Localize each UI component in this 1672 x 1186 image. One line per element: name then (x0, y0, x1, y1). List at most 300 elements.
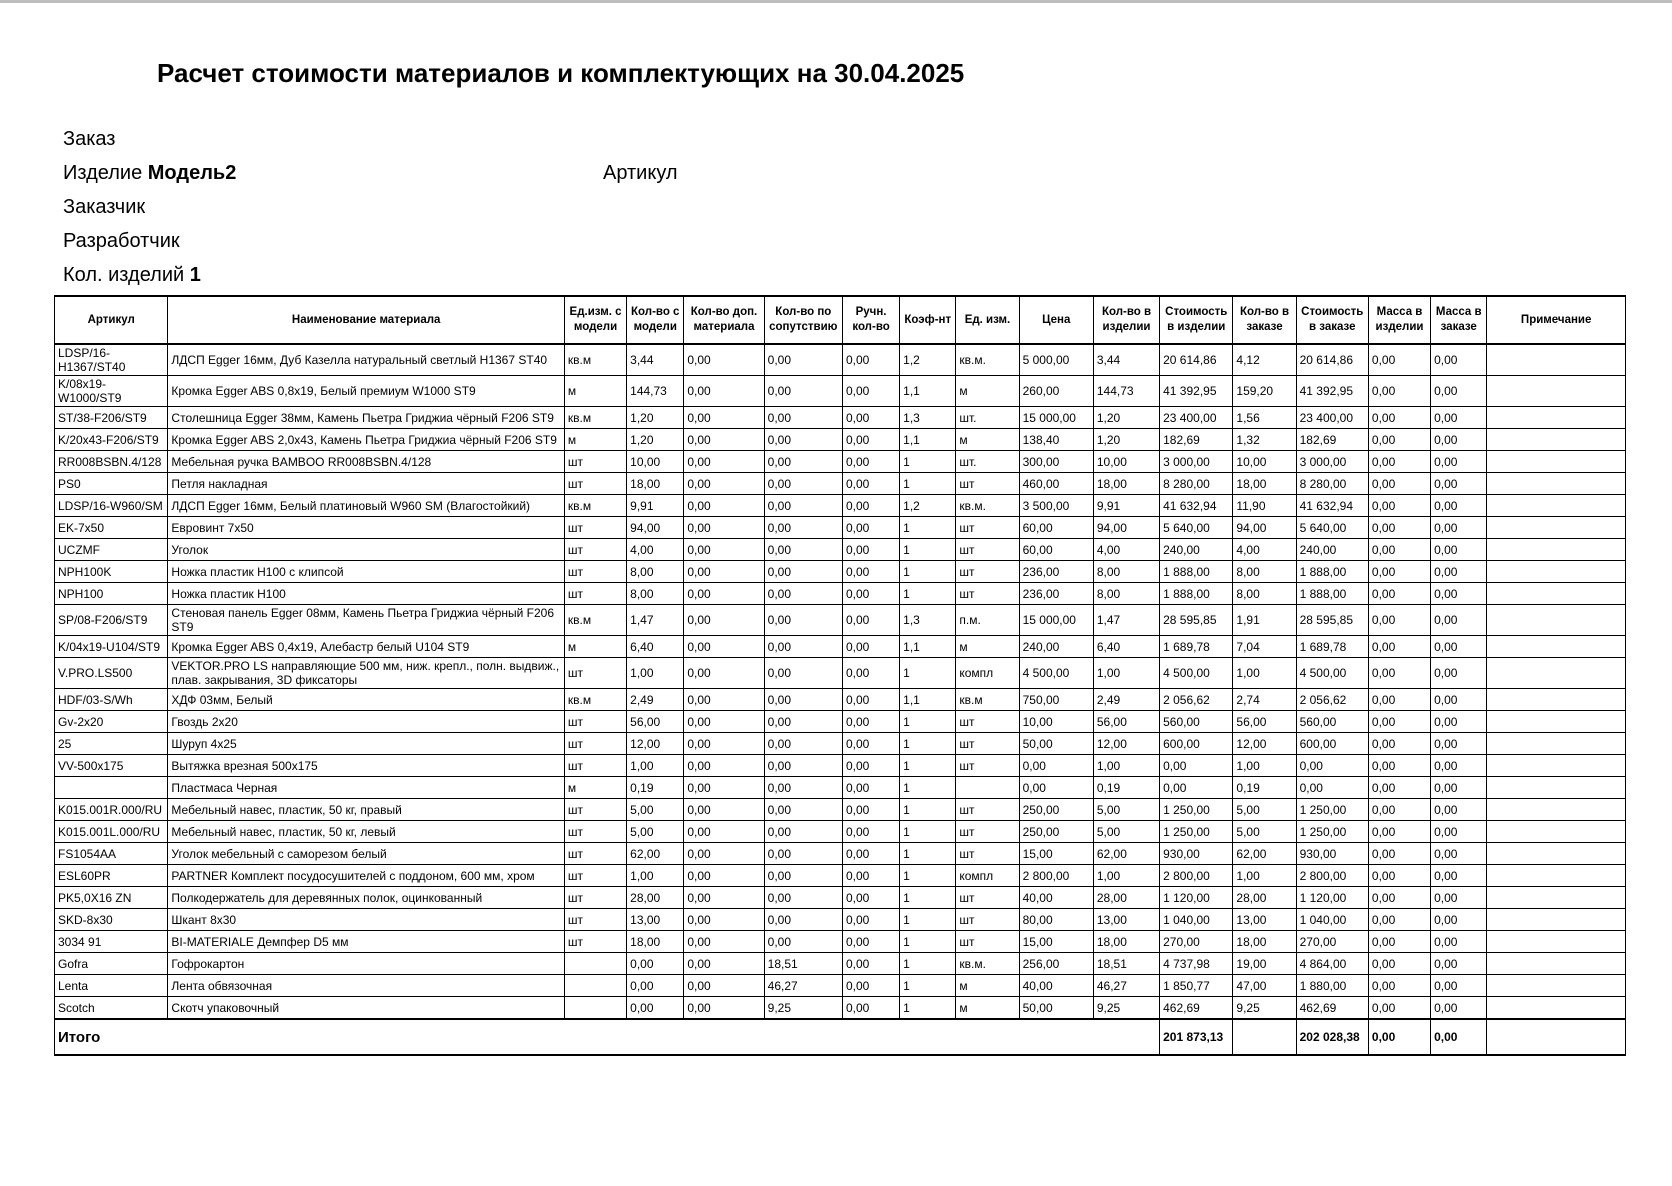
table-row (55, 711, 1626, 733)
col-name-cell: Кромка Egger ABS 0,4х19, Алебастр белый U104 ST9 (168, 636, 565, 658)
col-name-cell: PARTNER Комплект посудосушителей с поддоном, 600 мм, хром (168, 865, 565, 887)
col-article-cell: NPH100K (55, 561, 168, 583)
col-name-cell: Шкант 8х30 (168, 909, 565, 931)
col-qty-model-cell: 12,00 (627, 733, 684, 755)
col-coef-cell: 1,1 (900, 429, 956, 451)
col-qty-order-cell: 56,00 (1233, 711, 1296, 733)
col-article-cell: K015.001L.000/RU (55, 821, 168, 843)
col-mass-item-cell: 0,00 (1368, 711, 1430, 733)
total-mass-item: 0,00 (1368, 1019, 1430, 1055)
col-name-cell: ЛДСП Egger 16мм, Белый платиновый W960 SM (Влагостойкий) (168, 495, 565, 517)
table-header (55, 296, 1626, 344)
col-unit-model-cell (564, 953, 626, 975)
col-coef-cell: 1,1 (900, 689, 956, 711)
col-qty-order-cell: 28,00 (1233, 887, 1296, 909)
table-body (55, 344, 1626, 1019)
col-qty-model-cell: 1,20 (627, 407, 684, 429)
col-cost-item-cell: 1 040,00 (1160, 909, 1233, 931)
col-qty-extra-cell: 0,00 (684, 407, 764, 429)
col-article-cell: LDSP/16-H1367/ST40 (55, 344, 168, 376)
col-mass-order-cell: 0,00 (1431, 376, 1487, 407)
col-unit-model-cell: шт (564, 711, 626, 733)
col-qty-related-cell: 0,00 (764, 799, 842, 821)
col-mass-order-cell: 0,00 (1431, 887, 1487, 909)
col-qty-order-cell: 47,00 (1233, 975, 1296, 997)
col-unit-cell: шт. (956, 451, 1019, 473)
col-qty-order-cell: 0,19 (1233, 777, 1296, 799)
col-mass-order-cell: 0,00 (1431, 407, 1487, 429)
col-qty-manual-cell: 0,00 (842, 755, 899, 777)
col-cost-order-cell: 1 880,00 (1296, 975, 1368, 997)
col-note-cell (1487, 583, 1626, 605)
meta-developer-label: Разработчик (63, 230, 180, 252)
col-qty-related-cell: 46,27 (764, 975, 842, 997)
col-note-cell (1487, 843, 1626, 865)
col-price-cell: 15 000,00 (1019, 407, 1093, 429)
table-row (55, 755, 1626, 777)
col-qty-manual-cell: 0,00 (842, 636, 899, 658)
col-cost-order-cell: 1 120,00 (1296, 887, 1368, 909)
col-name-cell: Уголок мебельный с саморезом белый (168, 843, 565, 865)
col-note-cell (1487, 605, 1626, 636)
col-mass-item-cell: 0,00 (1368, 451, 1430, 473)
col-cost-order-cell: 930,00 (1296, 843, 1368, 865)
col-cost-item-cell: 20 614,86 (1160, 344, 1233, 376)
col-article-cell: 3034 91 (55, 931, 168, 953)
col-unit-model-cell: шт (564, 799, 626, 821)
col-note-cell (1487, 909, 1626, 931)
col-name-cell: Лента обвязочная (168, 975, 565, 997)
col-cost-item-cell: 560,00 (1160, 711, 1233, 733)
col-qty-order-cell: 18,00 (1233, 931, 1296, 953)
col-qty-extra-cell: 0,00 (684, 755, 764, 777)
col-qty-item-cell: 4,00 (1093, 539, 1159, 561)
col-unit-cell: шт (956, 799, 1019, 821)
col-qty-related-cell: 18,51 (764, 953, 842, 975)
col-coef-cell: 1 (900, 451, 956, 473)
col-mass-order-header: Масса в заказе (1431, 296, 1487, 344)
col-qty-order-header: Кол-во в заказе (1233, 296, 1296, 344)
col-unit-cell: шт (956, 755, 1019, 777)
table-row (55, 495, 1626, 517)
col-qty-related-cell: 0,00 (764, 407, 842, 429)
col-qty-extra-cell: 0,00 (684, 975, 764, 997)
col-price-cell: 5 000,00 (1019, 344, 1093, 376)
col-note-cell (1487, 407, 1626, 429)
col-qty-order-cell: 2,74 (1233, 689, 1296, 711)
col-cost-order-cell: 1 040,00 (1296, 909, 1368, 931)
col-note-cell (1487, 975, 1626, 997)
col-qty-order-cell: 5,00 (1233, 821, 1296, 843)
col-cost-item-cell: 41 632,94 (1160, 495, 1233, 517)
col-cost-item-cell: 1 888,00 (1160, 561, 1233, 583)
col-qty-model-cell: 5,00 (627, 821, 684, 843)
col-note-cell (1487, 931, 1626, 953)
col-note-cell (1487, 953, 1626, 975)
col-cost-order-cell: 1 888,00 (1296, 561, 1368, 583)
col-coef-cell: 1 (900, 975, 956, 997)
col-mass-order-cell: 0,00 (1431, 605, 1487, 636)
col-unit-model-cell: кв.м (564, 344, 626, 376)
col-unit-cell: м (956, 997, 1019, 1020)
col-qty-extra-cell: 0,00 (684, 658, 764, 689)
col-unit-cell: компл (956, 865, 1019, 887)
col-unit-model-cell: м (564, 636, 626, 658)
col-cost-order-cell: 1 250,00 (1296, 821, 1368, 843)
col-qty-manual-cell: 0,00 (842, 495, 899, 517)
col-qty-model-cell: 144,73 (627, 376, 684, 407)
col-note-cell (1487, 711, 1626, 733)
col-qty-model-cell: 10,00 (627, 451, 684, 473)
col-unit-cell: шт (956, 561, 1019, 583)
col-mass-order-cell: 0,00 (1431, 495, 1487, 517)
col-price-cell: 460,00 (1019, 473, 1093, 495)
col-price-cell: 40,00 (1019, 975, 1093, 997)
col-mass-order-cell: 0,00 (1431, 658, 1487, 689)
col-qty-manual-cell: 0,00 (842, 344, 899, 376)
col-mass-order-cell: 0,00 (1431, 755, 1487, 777)
col-qty-manual-header: Ручн. кол-во (842, 296, 899, 344)
table-row (55, 733, 1626, 755)
col-mass-order-cell: 0,00 (1431, 517, 1487, 539)
col-qty-extra-header: Кол-во доп. материала (684, 296, 764, 344)
col-price-cell: 138,40 (1019, 429, 1093, 451)
col-name-cell: Полкодержатель для деревянных полок, оцинкованный (168, 887, 565, 909)
col-coef-cell: 1 (900, 931, 956, 953)
col-qty-extra-cell: 0,00 (684, 821, 764, 843)
col-article-cell: Scotch (55, 997, 168, 1020)
col-unit-model-cell: шт (564, 561, 626, 583)
col-qty-extra-cell: 0,00 (684, 777, 764, 799)
meta-order-label: Заказ (63, 128, 116, 150)
col-mass-order-cell: 0,00 (1431, 953, 1487, 975)
col-qty-model-cell: 4,00 (627, 539, 684, 561)
col-cost-order-cell: 3 000,00 (1296, 451, 1368, 473)
col-qty-related-cell: 0,00 (764, 344, 842, 376)
col-qty-related-cell: 0,00 (764, 605, 842, 636)
col-mass-order-cell: 0,00 (1431, 561, 1487, 583)
col-coef-cell: 1,3 (900, 407, 956, 429)
col-mass-order-cell: 0,00 (1431, 473, 1487, 495)
col-unit-cell: шт. (956, 407, 1019, 429)
col-qty-extra-cell: 0,00 (684, 865, 764, 887)
col-article-cell: SKD-8x30 (55, 909, 168, 931)
col-mass-order-cell: 0,00 (1431, 539, 1487, 561)
total-row (55, 1019, 1626, 1055)
table-row (55, 777, 1626, 799)
col-price-cell: 750,00 (1019, 689, 1093, 711)
col-qty-model-cell: 0,00 (627, 953, 684, 975)
col-qty-model-cell: 0,00 (627, 975, 684, 997)
col-price-cell: 256,00 (1019, 953, 1093, 975)
col-qty-order-cell: 5,00 (1233, 799, 1296, 821)
col-coef-cell: 1 (900, 909, 956, 931)
col-unit-cell: шт (956, 821, 1019, 843)
col-qty-related-cell: 0,00 (764, 821, 842, 843)
col-cost-item-cell: 930,00 (1160, 843, 1233, 865)
col-unit-model-cell: кв.м (564, 689, 626, 711)
col-qty-manual-cell: 0,00 (842, 865, 899, 887)
col-name-cell: Мебельный навес, пластик, 50 кг, левый (168, 821, 565, 843)
col-qty-manual-cell: 0,00 (842, 583, 899, 605)
col-article-cell: ESL60PR (55, 865, 168, 887)
table-row (55, 473, 1626, 495)
col-qty-related-cell: 0,00 (764, 843, 842, 865)
col-qty-item-cell: 8,00 (1093, 583, 1159, 605)
col-qty-order-cell: 4,00 (1233, 539, 1296, 561)
col-price-cell: 250,00 (1019, 799, 1093, 821)
meta-product-value: Модель2 (147, 162, 237, 184)
col-qty-extra-cell: 0,00 (684, 636, 764, 658)
col-qty-order-cell: 159,20 (1233, 376, 1296, 407)
col-cost-item-cell: 0,00 (1160, 755, 1233, 777)
col-mass-order-cell: 0,00 (1431, 689, 1487, 711)
col-unit-cell: кв.м. (956, 344, 1019, 376)
col-cost-item-cell: 1 689,78 (1160, 636, 1233, 658)
col-qty-item-cell: 2,49 (1093, 689, 1159, 711)
col-cost-order-cell: 462,69 (1296, 997, 1368, 1020)
meta-qty-value: 1 (189, 264, 201, 286)
header-row (55, 296, 1626, 344)
col-unit-model-cell: м (564, 777, 626, 799)
col-article-cell: Lenta (55, 975, 168, 997)
col-article-cell: EK-7x50 (55, 517, 168, 539)
col-coef-cell: 1,2 (900, 495, 956, 517)
col-qty-order-cell: 12,00 (1233, 733, 1296, 755)
col-qty-related-cell: 0,00 (764, 473, 842, 495)
col-mass-order-cell: 0,00 (1431, 909, 1487, 931)
col-qty-item-cell: 1,47 (1093, 605, 1159, 636)
col-qty-order-cell: 4,12 (1233, 344, 1296, 376)
col-qty-order-cell: 1,00 (1233, 865, 1296, 887)
col-mass-item-cell: 0,00 (1368, 975, 1430, 997)
col-unit-model-cell (564, 975, 626, 997)
table-row (55, 429, 1626, 451)
col-unit-model-cell: шт (564, 473, 626, 495)
col-note-cell (1487, 733, 1626, 755)
col-qty-related-header: Кол-во по сопутствию (764, 296, 842, 344)
col-mass-order-cell: 0,00 (1431, 975, 1487, 997)
col-qty-related-cell: 0,00 (764, 539, 842, 561)
col-price-cell: 60,00 (1019, 517, 1093, 539)
col-name-cell: Шуруп 4х25 (168, 733, 565, 755)
col-coef-cell: 1 (900, 583, 956, 605)
col-qty-model-cell: 0,19 (627, 777, 684, 799)
col-cost-item-cell: 4 500,00 (1160, 658, 1233, 689)
col-qty-extra-cell: 0,00 (684, 997, 764, 1020)
col-qty-extra-cell: 0,00 (684, 561, 764, 583)
col-qty-extra-cell: 0,00 (684, 517, 764, 539)
col-qty-extra-cell: 0,00 (684, 711, 764, 733)
col-qty-model-cell: 3,44 (627, 344, 684, 376)
col-cost-item-cell: 462,69 (1160, 997, 1233, 1020)
col-cost-order-cell: 600,00 (1296, 733, 1368, 755)
col-qty-related-cell: 0,00 (764, 561, 842, 583)
top-rule (0, 0, 1672, 3)
col-article-cell: RR008BSBN.4/128 (55, 451, 168, 473)
col-mass-order-cell: 0,00 (1431, 821, 1487, 843)
col-article-cell: SP/08-F206/ST9 (55, 605, 168, 636)
col-coef-cell: 1 (900, 561, 956, 583)
col-note-cell (1487, 755, 1626, 777)
col-mass-order-cell: 0,00 (1431, 799, 1487, 821)
col-qty-order-cell: 1,00 (1233, 755, 1296, 777)
col-qty-extra-cell: 0,00 (684, 376, 764, 407)
col-qty-extra-cell: 0,00 (684, 495, 764, 517)
col-qty-order-cell: 7,04 (1233, 636, 1296, 658)
col-mass-item-cell: 0,00 (1368, 473, 1430, 495)
col-note-cell (1487, 821, 1626, 843)
col-qty-order-cell: 1,91 (1233, 605, 1296, 636)
col-cost-order-cell: 0,00 (1296, 777, 1368, 799)
total-cost-item: 201 873,13 (1160, 1019, 1233, 1055)
col-qty-model-header: Кол-во с модели (627, 296, 684, 344)
col-price-cell: 60,00 (1019, 539, 1093, 561)
col-article-cell: K/04x19-U104/ST9 (55, 636, 168, 658)
col-qty-order-cell: 1,00 (1233, 658, 1296, 689)
col-unit-header: Ед. изм. (956, 296, 1019, 344)
col-qty-model-cell: 62,00 (627, 843, 684, 865)
col-qty-extra-cell: 0,00 (684, 887, 764, 909)
col-qty-related-cell: 0,00 (764, 495, 842, 517)
col-unit-model-cell: шт (564, 539, 626, 561)
col-coef-cell: 1 (900, 865, 956, 887)
col-cost-order-cell: 20 614,86 (1296, 344, 1368, 376)
col-note-cell (1487, 451, 1626, 473)
table-row (55, 583, 1626, 605)
col-mass-item-cell: 0,00 (1368, 407, 1430, 429)
col-unit-model-cell: шт (564, 733, 626, 755)
col-unit-cell: шт (956, 909, 1019, 931)
col-unit-cell: шт (956, 931, 1019, 953)
col-qty-item-header: Кол-во в изделии (1093, 296, 1159, 344)
materials-table (54, 295, 1626, 1056)
col-cost-item-cell: 240,00 (1160, 539, 1233, 561)
col-qty-manual-cell: 0,00 (842, 733, 899, 755)
col-article-header: Артикул (55, 296, 168, 344)
col-unit-model-cell: шт (564, 517, 626, 539)
col-qty-manual-cell: 0,00 (842, 953, 899, 975)
col-unit-model-cell: м (564, 429, 626, 451)
col-qty-item-cell: 1,20 (1093, 407, 1159, 429)
col-price-cell: 50,00 (1019, 733, 1093, 755)
col-mass-order-cell: 0,00 (1431, 843, 1487, 865)
col-qty-item-cell: 1,00 (1093, 865, 1159, 887)
col-qty-related-cell: 9,25 (764, 997, 842, 1020)
col-qty-model-cell: 5,00 (627, 799, 684, 821)
col-unit-model-cell: шт (564, 451, 626, 473)
col-qty-item-cell: 6,40 (1093, 636, 1159, 658)
col-qty-related-cell: 0,00 (764, 429, 842, 451)
col-cost-order-header: Стоимость в заказе (1296, 296, 1368, 344)
col-unit-cell: компл (956, 658, 1019, 689)
col-cost-item-cell: 600,00 (1160, 733, 1233, 755)
col-name-cell: Пластмаса Черная (168, 777, 565, 799)
col-mass-item-cell: 0,00 (1368, 429, 1430, 451)
table-row (55, 561, 1626, 583)
col-unit-cell: м (956, 376, 1019, 407)
col-cost-order-cell: 23 400,00 (1296, 407, 1368, 429)
col-note-cell (1487, 495, 1626, 517)
col-cost-order-cell: 8 280,00 (1296, 473, 1368, 495)
table-row (55, 931, 1626, 953)
col-cost-item-cell: 1 850,77 (1160, 975, 1233, 997)
total-cost-order: 202 028,38 (1296, 1019, 1368, 1055)
col-qty-item-cell: 8,00 (1093, 561, 1159, 583)
col-cost-order-cell: 4 500,00 (1296, 658, 1368, 689)
page-title: Расчет стоимости материалов и комплектующих на 30.04.2025 (157, 58, 965, 88)
col-mass-item-cell: 0,00 (1368, 777, 1430, 799)
col-unit-cell: кв.м. (956, 953, 1019, 975)
col-mass-order-cell: 0,00 (1431, 451, 1487, 473)
col-name-cell: Ножка пластик H100 (168, 583, 565, 605)
col-qty-order-cell: 8,00 (1233, 583, 1296, 605)
col-price-cell: 240,00 (1019, 636, 1093, 658)
col-qty-related-cell: 0,00 (764, 755, 842, 777)
col-cost-order-cell: 28 595,85 (1296, 605, 1368, 636)
table-footer (55, 1019, 1626, 1055)
col-coef-cell: 1,1 (900, 376, 956, 407)
col-note-cell (1487, 865, 1626, 887)
col-price-header: Цена (1019, 296, 1093, 344)
col-qty-order-cell: 62,00 (1233, 843, 1296, 865)
table-row (55, 517, 1626, 539)
col-price-cell: 260,00 (1019, 376, 1093, 407)
col-unit-model-cell: шт (564, 843, 626, 865)
col-article-cell: Gv-2x20 (55, 711, 168, 733)
col-qty-extra-cell: 0,00 (684, 583, 764, 605)
col-qty-manual-cell: 0,00 (842, 429, 899, 451)
col-cost-order-cell: 560,00 (1296, 711, 1368, 733)
col-qty-manual-cell: 0,00 (842, 975, 899, 997)
col-cost-order-cell: 41 392,95 (1296, 376, 1368, 407)
col-price-cell: 15 000,00 (1019, 605, 1093, 636)
col-qty-related-cell: 0,00 (764, 583, 842, 605)
col-mass-item-cell: 0,00 (1368, 997, 1430, 1020)
col-qty-model-cell: 1,20 (627, 429, 684, 451)
col-qty-model-cell: 13,00 (627, 909, 684, 931)
col-qty-extra-cell: 0,00 (684, 931, 764, 953)
meta-customer-label: Заказчик (63, 196, 146, 218)
col-coef-cell: 1 (900, 777, 956, 799)
col-name-cell: BI-MATERIALE Демпфер D5 мм (168, 931, 565, 953)
col-coef-cell: 1 (900, 953, 956, 975)
col-coef-cell: 1 (900, 658, 956, 689)
table-row (55, 821, 1626, 843)
col-mass-order-cell: 0,00 (1431, 997, 1487, 1020)
col-qty-item-cell: 13,00 (1093, 909, 1159, 931)
col-price-cell: 2 800,00 (1019, 865, 1093, 887)
col-cost-item-cell: 4 737,98 (1160, 953, 1233, 975)
col-mass-order-cell: 0,00 (1431, 733, 1487, 755)
col-cost-item-cell: 8 280,00 (1160, 473, 1233, 495)
col-unit-cell: кв.м. (956, 495, 1019, 517)
total-note (1487, 1019, 1626, 1055)
col-coef-cell: 1 (900, 997, 956, 1020)
col-note-cell (1487, 376, 1626, 407)
col-coef-cell: 1 (900, 799, 956, 821)
col-note-cell (1487, 473, 1626, 495)
col-qty-item-cell: 5,00 (1093, 821, 1159, 843)
meta-article-label: Артикул (603, 162, 678, 184)
col-qty-item-cell: 10,00 (1093, 451, 1159, 473)
col-qty-extra-cell: 0,00 (684, 909, 764, 931)
col-qty-item-cell: 1,00 (1093, 658, 1159, 689)
table-row (55, 865, 1626, 887)
col-qty-manual-cell: 0,00 (842, 821, 899, 843)
col-qty-related-cell: 0,00 (764, 865, 842, 887)
col-qty-related-cell: 0,00 (764, 689, 842, 711)
